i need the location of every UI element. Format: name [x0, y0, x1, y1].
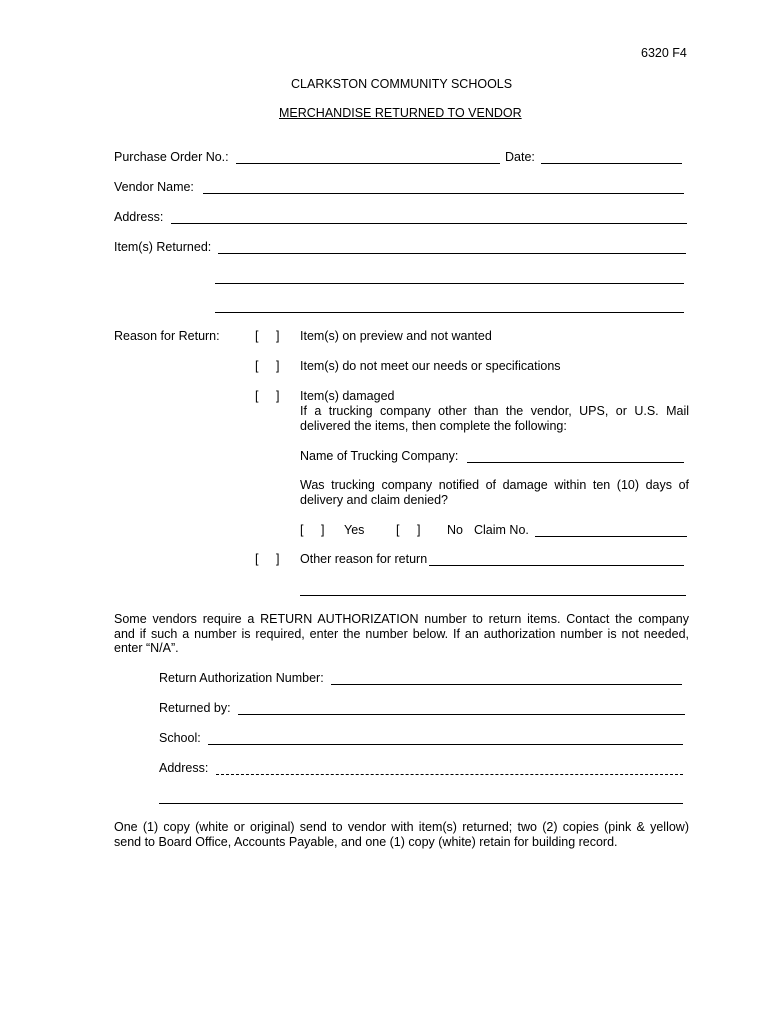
- checkbox-open-bracket[interactable]: [: [255, 552, 259, 566]
- footer-line1: One (1) copy (white or original) send to vendor with item(s) returned; two (2) copies (pink & yellow): [114, 820, 689, 834]
- yes-checkbox-open-bracket[interactable]: [: [300, 523, 304, 537]
- purchase-order-label: Purchase Order No.:: [114, 150, 229, 164]
- reason-label: Reason for Return:: [114, 329, 220, 343]
- reason-option-other: Other reason for return: [300, 552, 428, 566]
- ra-number-label: Return Authorization Number:: [159, 671, 324, 685]
- other-reason-field-2[interactable]: [300, 595, 686, 596]
- damaged-note-line2: delivered the items, then complete the following:: [300, 419, 567, 433]
- authorization-line2: and if such a number is required, enter the number below. If an authorization number is not needed,: [114, 627, 689, 641]
- checkbox-open-bracket[interactable]: [: [255, 389, 259, 403]
- form-title: MERCHANDISE RETURNED TO VENDOR: [279, 106, 522, 120]
- date-field[interactable]: [541, 163, 682, 164]
- claim-number-field[interactable]: [535, 536, 687, 537]
- vendor-name-field[interactable]: [203, 193, 684, 194]
- items-returned-field-3[interactable]: [215, 312, 684, 313]
- date-label: Date:: [505, 150, 535, 164]
- items-returned-field-2[interactable]: [215, 283, 684, 284]
- notified-question-line1: Was trucking company notified of damage within ten (10) days of: [300, 478, 689, 492]
- return-address-field-2[interactable]: [159, 803, 683, 804]
- ra-number-field[interactable]: [331, 684, 682, 685]
- reason-option-specs: Item(s) do not meet our needs or specifications: [300, 359, 561, 373]
- yes-checkbox-close-bracket[interactable]: ]: [321, 523, 325, 537]
- address-field[interactable]: [171, 223, 687, 224]
- trucking-company-field[interactable]: [467, 462, 684, 463]
- no-checkbox-open-bracket[interactable]: [: [396, 523, 400, 537]
- items-returned-label: Item(s) Returned:: [114, 240, 212, 254]
- return-address-field-1[interactable]: [216, 774, 683, 775]
- school-field[interactable]: [208, 744, 683, 745]
- authorization-line1: Some vendors require a RETURN AUTHORIZATION number to return items. Contact the company: [114, 612, 689, 626]
- checkbox-close-bracket[interactable]: ]: [276, 389, 280, 403]
- purchase-order-field[interactable]: [236, 163, 500, 164]
- return-address-label: Address:: [159, 761, 209, 775]
- org-name: CLARKSTON COMMUNITY SCHOOLS: [291, 77, 513, 91]
- claim-label: Claim No.: [474, 523, 529, 537]
- checkbox-close-bracket[interactable]: ]: [276, 329, 280, 343]
- items-returned-field-1[interactable]: [218, 253, 686, 254]
- returned-by-label: Returned by:: [159, 701, 231, 715]
- vendor-name-label: Vendor Name:: [114, 180, 194, 194]
- authorization-line3: enter “N/A”.: [114, 641, 179, 655]
- form-number: 6320 F4: [641, 46, 687, 60]
- checkbox-open-bracket[interactable]: [: [255, 359, 259, 373]
- yes-label: Yes: [344, 523, 365, 537]
- no-checkbox-close-bracket[interactable]: ]: [417, 523, 421, 537]
- notified-question-line2: delivery and claim denied?: [300, 493, 449, 507]
- other-reason-field-1[interactable]: [429, 565, 684, 566]
- checkbox-close-bracket[interactable]: ]: [276, 359, 280, 373]
- footer-line2: send to Board Office, Accounts Payable, and one (1) copy (white) retain for building record.: [114, 835, 618, 849]
- school-label: School:: [159, 731, 201, 745]
- trucking-company-label: Name of Trucking Company:: [300, 449, 459, 463]
- no-label: No: [447, 523, 463, 537]
- reason-option-damaged: Item(s) damaged: [300, 389, 395, 403]
- returned-by-field[interactable]: [238, 714, 685, 715]
- address-label: Address:: [114, 210, 164, 224]
- reason-option-preview: Item(s) on preview and not wanted: [300, 329, 492, 343]
- checkbox-open-bracket[interactable]: [: [255, 329, 259, 343]
- damaged-note-line1: If a trucking company other than the vendor, UPS, or U.S. Mail: [300, 404, 689, 418]
- checkbox-close-bracket[interactable]: ]: [276, 552, 280, 566]
